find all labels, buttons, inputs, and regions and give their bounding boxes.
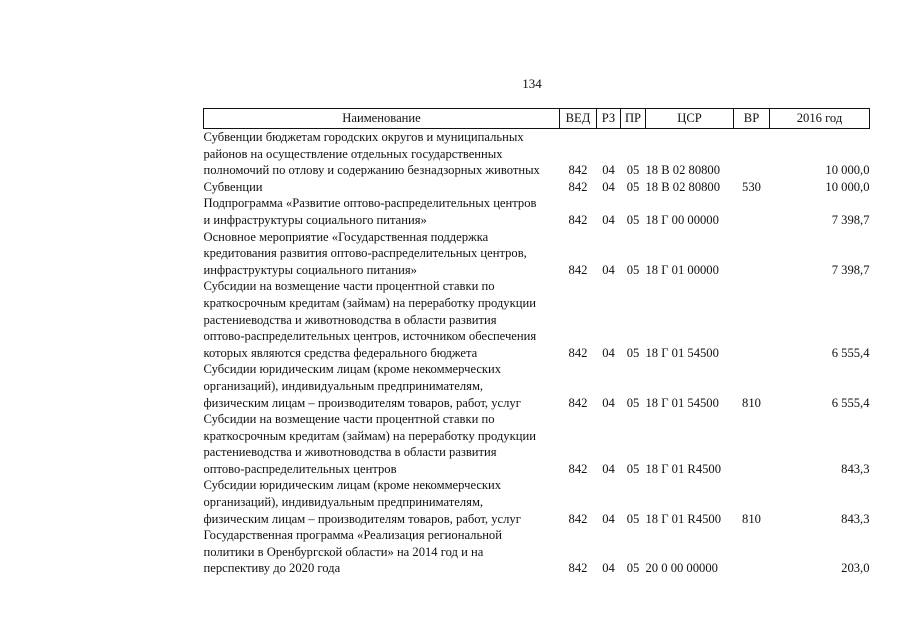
row-name-line: оптово-распределительных центров <box>203 461 397 476</box>
table-row <box>204 278 870 361</box>
header-pr: ПР <box>621 109 646 129</box>
header-ved: ВЕД <box>560 109 597 129</box>
row-name-line: районов на осуществление отдельных государственных <box>203 146 503 161</box>
row-ved: 842 <box>568 395 588 410</box>
table-row <box>204 361 870 411</box>
row-name <box>204 129 560 179</box>
row-name <box>204 179 560 196</box>
row-vr <box>734 129 770 179</box>
row-vr: 810 <box>742 395 761 410</box>
row-name-line: краткосрочным кредитам (займам) на переработку продукции <box>203 428 536 443</box>
row-rz: 04 <box>602 212 615 227</box>
row-vr <box>734 411 770 477</box>
row-pr: 05 <box>626 561 640 576</box>
table-row <box>204 411 870 477</box>
row-vr <box>734 278 770 361</box>
table-row <box>204 195 870 228</box>
row-pr: 05 <box>626 262 640 277</box>
row-name <box>204 527 560 577</box>
row-amount: 10 000,0 <box>825 163 870 178</box>
row-vr <box>734 229 770 279</box>
row-csr: 18 Г 01 54500 <box>645 395 719 410</box>
table-body <box>204 129 870 578</box>
row-name <box>204 229 560 279</box>
row-name <box>204 477 560 527</box>
table-row <box>204 477 870 527</box>
row-name-line: краткосрочным кредитам (займам) на переработку продукции <box>203 295 536 310</box>
table-row <box>204 229 870 279</box>
row-amount: 7 398,7 <box>831 262 870 277</box>
row-csr: 20 0 00 00000 <box>645 561 718 576</box>
row-amount: 843,3 <box>841 511 870 526</box>
row-name-line: оптово-распределительных центров, источником обеспечения <box>203 329 537 344</box>
row-name-line: Государственная программа «Реализация региональной <box>203 528 502 543</box>
row-ved: 842 <box>568 262 588 277</box>
row-csr: 18 Г 00 00000 <box>645 212 719 227</box>
row-name-line: Субсидии на возмещение части процентной ставки по <box>203 279 495 294</box>
header-rz: РЗ <box>597 109 621 129</box>
row-csr: 18 Г 01 54500 <box>645 345 719 360</box>
row-name-line: растениеводства и животноводства в области развития <box>203 312 497 327</box>
row-name <box>204 195 560 228</box>
row-vr: 810 <box>742 511 761 526</box>
row-amount: 6 555,4 <box>831 345 870 360</box>
row-amount: 10 000,0 <box>825 179 870 194</box>
row-name-line: и инфраструктуры социального питания» <box>203 212 427 227</box>
row-vr: 530 <box>742 179 761 194</box>
row-ved: 842 <box>568 345 588 360</box>
row-name-line: Субсидии на возмещение части процентной ставки по <box>203 412 495 427</box>
row-csr: 18 Г 01 00000 <box>645 262 719 277</box>
row-name-line: кредитования развития оптово-распределительных центров, <box>203 246 527 261</box>
row-name-line: Основное мероприятие «Государственная поддержка <box>203 229 489 244</box>
row-amount: 203,0 <box>841 561 870 576</box>
row-vr <box>734 527 770 577</box>
row-rz: 04 <box>602 262 615 277</box>
row-name-line: которых являются средства федерального бюджета <box>203 345 478 360</box>
row-pr: 05 <box>626 461 640 476</box>
row-rz: 04 <box>602 511 615 526</box>
row-rz: 04 <box>602 561 615 576</box>
row-ved: 842 <box>568 212 588 227</box>
page-number: 134 <box>522 76 542 91</box>
budget-table <box>203 108 870 577</box>
row-name <box>204 361 560 411</box>
row-ved: 842 <box>568 561 588 576</box>
header-csr: ЦСР <box>646 109 734 129</box>
row-pr: 05 <box>626 212 640 227</box>
header-name: Наименование <box>204 109 560 129</box>
row-csr: 18 Г 01 R4500 <box>645 511 722 526</box>
row-rz: 04 <box>602 395 615 410</box>
row-pr: 05 <box>626 179 640 194</box>
row-ved: 842 <box>568 511 588 526</box>
row-rz: 04 <box>602 461 615 476</box>
row-vr <box>734 195 770 228</box>
header-vr: ВР <box>734 109 770 129</box>
row-ved: 842 <box>568 461 588 476</box>
row-amount: 7 398,7 <box>831 212 870 227</box>
table-row <box>204 129 870 179</box>
row-name-line: перспективу до 2020 года <box>203 561 341 576</box>
row-pr: 05 <box>626 345 640 360</box>
table-row <box>204 527 870 577</box>
row-csr: 18 В 02 80800 <box>645 163 721 178</box>
header-year: 2016 год <box>770 109 870 129</box>
row-rz: 04 <box>602 345 615 360</box>
row-rz: 04 <box>602 163 615 178</box>
row-name-line: инфраструктуры социального питания» <box>203 262 417 277</box>
row-pr: 05 <box>626 511 640 526</box>
row-name-line: политики в Оренбургской области» на 2014 год и на <box>203 544 484 559</box>
row-name <box>204 411 560 477</box>
table-header-row <box>204 109 870 129</box>
row-pr: 05 <box>626 395 640 410</box>
row-amount: 843,3 <box>841 461 870 476</box>
row-name-line: физическим лицам – производителям товаров, работ, услуг <box>203 395 521 410</box>
row-csr: 18 Г 01 R4500 <box>645 461 722 476</box>
row-name-line: полномочий по отлову и содержанию безнадзорных животных <box>203 163 540 178</box>
row-name-line: Субсидии юридическим лицам (кроме некоммерческих <box>203 362 502 377</box>
row-ved: 842 <box>568 163 588 178</box>
row-rz: 04 <box>602 179 615 194</box>
row-name-line: растениеводства и животноводства в области развития <box>203 445 497 460</box>
row-name-line: организаций), индивидуальным предпринимателям, <box>203 495 484 510</box>
row-amount: 6 555,4 <box>831 395 870 410</box>
row-name-line: Субвенции <box>203 179 263 194</box>
row-name-line: Субсидии юридическим лицам (кроме некоммерческих <box>203 478 502 493</box>
table-row <box>204 179 870 196</box>
row-name <box>204 278 560 361</box>
row-ved: 842 <box>568 179 588 194</box>
row-csr: 18 В 02 80800 <box>645 179 721 194</box>
row-name-line: организаций), индивидуальным предпринимателям, <box>203 378 484 393</box>
row-pr: 05 <box>626 163 640 178</box>
row-name-line: физическим лицам – производителям товаров, работ, услуг <box>203 511 521 526</box>
row-name-line: Субвенции бюджетам городских округов и муниципальных <box>203 130 524 144</box>
row-name-line: Подпрограмма «Развитие оптово-распределительных центров <box>203 196 537 211</box>
